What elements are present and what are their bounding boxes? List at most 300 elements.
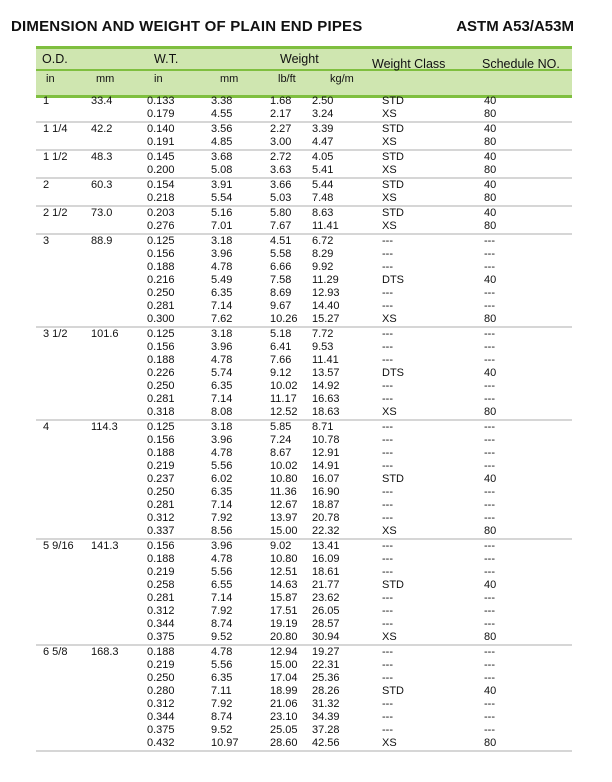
weight-kgm-cell: 25.36 xyxy=(312,672,340,684)
pipe-size-group xyxy=(36,151,572,179)
schedule-cell: --- xyxy=(484,698,495,710)
weight-class-cell: --- xyxy=(382,393,393,405)
weight-kgm-cell: 14.40 xyxy=(312,300,340,312)
pipe-size-group xyxy=(36,123,572,151)
table-row xyxy=(36,207,572,220)
weight-lbft-cell: 10.26 xyxy=(270,313,298,325)
weight-class-cell: STD xyxy=(382,685,404,697)
weight-lbft-cell: 21.06 xyxy=(270,698,298,710)
weight-lbft-cell: 15.00 xyxy=(270,659,298,671)
weight-class-cell: --- xyxy=(382,354,393,366)
weight-lbft-cell: 12.52 xyxy=(270,406,298,418)
weight-class-cell: STD xyxy=(382,579,404,591)
wt-mm-cell: 4.55 xyxy=(211,108,233,120)
weight-class-cell: XS xyxy=(382,525,397,537)
weight-kgm-cell: 5.44 xyxy=(312,179,334,191)
od-in-cell: 1 1/2 xyxy=(43,151,68,163)
weight-kgm-cell: 13.41 xyxy=(312,540,340,552)
weight-kgm-cell: 16.09 xyxy=(312,553,340,565)
wt-mm-cell: 5.56 xyxy=(211,566,233,578)
schedule-cell: --- xyxy=(484,235,495,247)
od-mm-cell: 141.3 xyxy=(91,540,119,552)
weight-class-cell: --- xyxy=(382,447,393,459)
weight-class-cell: XS xyxy=(382,313,397,325)
wt-mm-cell: 7.01 xyxy=(211,220,233,232)
weight-class-cell: STD xyxy=(382,473,404,485)
table-row xyxy=(36,328,572,341)
weight-lbft-cell: 5.58 xyxy=(270,248,292,260)
header-od-in: in xyxy=(46,73,55,85)
wt-mm-cell: 10.97 xyxy=(211,737,239,749)
weight-lbft-cell: 17.04 xyxy=(270,672,298,684)
wt-in-cell: 0.250 xyxy=(147,486,175,498)
wt-in-cell: 0.154 xyxy=(147,179,175,191)
weight-lbft-cell: 6.41 xyxy=(270,341,292,353)
wt-mm-cell: 7.14 xyxy=(211,393,233,405)
pipe-size-group xyxy=(36,328,572,421)
wt-mm-cell: 5.74 xyxy=(211,367,233,379)
table-row xyxy=(36,540,572,553)
weight-kgm-cell: 3.39 xyxy=(312,123,334,135)
weight-kgm-cell: 42.56 xyxy=(312,737,340,749)
wt-in-cell: 0.219 xyxy=(147,460,175,472)
schedule-cell: 80 xyxy=(484,164,497,176)
weight-kgm-cell: 18.61 xyxy=(312,566,340,578)
schedule-cell: --- xyxy=(484,486,495,498)
weight-kgm-cell: 18.63 xyxy=(312,406,340,418)
weight-lbft-cell: 2.72 xyxy=(270,151,292,163)
schedule-cell: --- xyxy=(484,512,495,524)
wt-in-cell: 0.281 xyxy=(147,499,175,511)
table-row xyxy=(36,274,572,287)
wt-mm-cell: 3.38 xyxy=(211,95,233,107)
schedule-cell: --- xyxy=(484,659,495,671)
schedule-cell: --- xyxy=(484,447,495,459)
wt-in-cell: 0.344 xyxy=(147,618,175,630)
wt-in-cell: 0.188 xyxy=(147,261,175,273)
weight-kgm-cell: 14.91 xyxy=(312,460,340,472)
wt-mm-cell: 7.14 xyxy=(211,592,233,604)
od-mm-cell: 88.9 xyxy=(91,235,113,247)
wt-in-cell: 0.276 xyxy=(147,220,175,232)
table-row xyxy=(36,486,572,499)
weight-kgm-cell: 34.39 xyxy=(312,711,340,723)
wt-mm-cell: 7.14 xyxy=(211,300,233,312)
weight-class-cell: --- xyxy=(382,486,393,498)
table-row xyxy=(36,108,572,121)
weight-class-cell: --- xyxy=(382,434,393,446)
weight-class-cell: --- xyxy=(382,287,393,299)
od-mm-cell: 33.4 xyxy=(91,95,113,107)
weight-kgm-cell: 2.50 xyxy=(312,95,334,107)
weight-kgm-cell: 22.31 xyxy=(312,659,340,671)
weight-lbft-cell: 10.80 xyxy=(270,553,298,565)
od-in-cell: 3 1/2 xyxy=(43,328,68,340)
wt-in-cell: 0.125 xyxy=(147,328,175,340)
wt-mm-cell: 4.78 xyxy=(211,261,233,273)
schedule-cell: --- xyxy=(484,287,495,299)
od-mm-cell: 48.3 xyxy=(91,151,113,163)
table-row xyxy=(36,512,572,525)
standard-label: ASTM A53/A53M xyxy=(456,18,574,35)
weight-kgm-cell: 16.07 xyxy=(312,473,340,485)
wt-mm-cell: 9.52 xyxy=(211,724,233,736)
weight-kgm-cell: 5.41 xyxy=(312,164,334,176)
wt-in-cell: 0.179 xyxy=(147,108,175,120)
weight-class-cell: --- xyxy=(382,328,393,340)
weight-class-cell: DTS xyxy=(382,367,404,379)
weight-kgm-cell: 19.27 xyxy=(312,646,340,658)
weight-class-cell: --- xyxy=(382,300,393,312)
weight-lbft-cell: 3.00 xyxy=(270,136,292,148)
od-in-cell: 3 xyxy=(43,235,50,247)
weight-kgm-cell: 20.78 xyxy=(312,512,340,524)
weight-lbft-cell: 5.80 xyxy=(270,207,292,219)
od-mm-cell: 73.0 xyxy=(91,207,113,219)
wt-in-cell: 0.218 xyxy=(147,192,175,204)
weight-kgm-cell: 11.29 xyxy=(312,274,339,286)
weight-lbft-cell: 10.80 xyxy=(270,473,298,485)
weight-class-cell: --- xyxy=(382,499,393,511)
weight-class-cell: DTS xyxy=(382,274,404,286)
wt-in-cell: 0.188 xyxy=(147,553,175,565)
od-mm-cell: 101.6 xyxy=(91,328,119,340)
weight-class-cell: XS xyxy=(382,737,397,749)
wt-mm-cell: 8.56 xyxy=(211,525,233,537)
schedule-cell: 80 xyxy=(484,192,497,204)
table-row xyxy=(36,566,572,579)
schedule-cell: --- xyxy=(484,460,495,472)
schedule-cell: 40 xyxy=(484,685,497,697)
table-row xyxy=(36,261,572,274)
weight-kgm-cell: 28.26 xyxy=(312,685,340,697)
weight-lbft-cell: 8.67 xyxy=(270,447,292,459)
wt-in-cell: 0.188 xyxy=(147,354,175,366)
wt-mm-cell: 3.18 xyxy=(211,235,233,247)
weight-lbft-cell: 9.67 xyxy=(270,300,292,312)
weight-class-cell: --- xyxy=(382,421,393,433)
table-row xyxy=(36,421,572,434)
wt-in-cell: 0.156 xyxy=(147,341,175,353)
wt-mm-cell: 6.55 xyxy=(211,579,233,591)
wt-mm-cell: 5.49 xyxy=(211,274,233,286)
header-weight: Weight xyxy=(280,52,319,66)
wt-mm-cell: 7.14 xyxy=(211,499,233,511)
schedule-cell: 40 xyxy=(484,473,497,485)
wt-in-cell: 0.312 xyxy=(147,512,175,524)
schedule-cell: 80 xyxy=(484,108,497,120)
table-row xyxy=(36,248,572,261)
od-in-cell: 2 xyxy=(43,179,50,191)
wt-mm-cell: 6.35 xyxy=(211,380,233,392)
schedule-cell: 40 xyxy=(484,207,497,219)
weight-lbft-cell: 25.05 xyxy=(270,724,298,736)
wt-in-cell: 0.375 xyxy=(147,724,175,736)
wt-mm-cell: 7.92 xyxy=(211,512,233,524)
weight-kgm-cell: 22.32 xyxy=(312,525,340,537)
weight-kgm-cell: 18.87 xyxy=(312,499,340,511)
table-row xyxy=(36,123,572,136)
page-title: DIMENSION AND WEIGHT OF PLAIN END PIPES xyxy=(11,18,363,35)
weight-class-cell: --- xyxy=(382,592,393,604)
weight-kgm-cell: 6.72 xyxy=(312,235,334,247)
weight-kgm-cell: 9.53 xyxy=(312,341,334,353)
weight-lbft-cell: 8.69 xyxy=(270,287,292,299)
weight-lbft-cell: 28.60 xyxy=(270,737,298,749)
pipe-size-group xyxy=(36,646,572,752)
weight-kgm-cell: 7.48 xyxy=(312,192,334,204)
weight-class-cell: STD xyxy=(382,123,404,135)
wt-mm-cell: 5.56 xyxy=(211,659,233,671)
weight-class-cell: --- xyxy=(382,605,393,617)
header-wt: W.T. xyxy=(154,52,179,66)
wt-mm-cell: 3.56 xyxy=(211,123,233,135)
schedule-cell: 80 xyxy=(484,737,497,749)
wt-mm-cell: 5.08 xyxy=(211,164,233,176)
weight-lbft-cell: 17.51 xyxy=(270,605,298,617)
weight-kgm-cell: 14.92 xyxy=(312,380,340,392)
schedule-cell: --- xyxy=(484,711,495,723)
wt-in-cell: 0.318 xyxy=(147,406,175,418)
schedule-cell: --- xyxy=(484,618,495,630)
weight-lbft-cell: 9.12 xyxy=(270,367,292,379)
table-row xyxy=(36,151,572,164)
weight-lbft-cell: 18.99 xyxy=(270,685,298,697)
header-weight-class: Weight Class xyxy=(372,57,446,71)
weight-lbft-cell: 5.03 xyxy=(270,192,292,204)
weight-class-cell: STD xyxy=(382,179,404,191)
schedule-cell: --- xyxy=(484,354,495,366)
wt-in-cell: 0.375 xyxy=(147,631,175,643)
schedule-cell: --- xyxy=(484,646,495,658)
wt-mm-cell: 6.35 xyxy=(211,486,233,498)
weight-kgm-cell: 12.91 xyxy=(312,447,340,459)
wt-mm-cell: 8.74 xyxy=(211,618,233,630)
weight-lbft-cell: 12.94 xyxy=(270,646,298,658)
weight-class-cell: --- xyxy=(382,512,393,524)
od-in-cell: 1 xyxy=(43,95,50,107)
pipe-size-group xyxy=(36,207,572,235)
weight-kgm-cell: 15.27 xyxy=(312,313,340,325)
wt-in-cell: 0.219 xyxy=(147,566,175,578)
schedule-cell: --- xyxy=(484,592,495,604)
table-row xyxy=(36,192,572,205)
wt-mm-cell: 8.74 xyxy=(211,711,233,723)
wt-mm-cell: 3.96 xyxy=(211,540,233,552)
table-row xyxy=(36,672,572,685)
weight-lbft-cell: 12.67 xyxy=(270,499,298,511)
table-row xyxy=(36,646,572,659)
weight-class-cell: --- xyxy=(382,460,393,472)
wt-in-cell: 0.133 xyxy=(147,95,175,107)
table-row xyxy=(36,313,572,326)
weight-lbft-cell: 9.02 xyxy=(270,540,292,552)
wt-in-cell: 0.226 xyxy=(147,367,175,379)
wt-mm-cell: 4.78 xyxy=(211,646,233,658)
wt-in-cell: 0.281 xyxy=(147,300,175,312)
od-in-cell: 1 1/4 xyxy=(43,123,68,135)
schedule-cell: --- xyxy=(484,605,495,617)
weight-class-cell: --- xyxy=(382,553,393,565)
header-od-mm: mm xyxy=(96,73,115,85)
weight-lbft-cell: 1.68 xyxy=(270,95,292,107)
wt-in-cell: 0.337 xyxy=(147,525,175,537)
table-row xyxy=(36,659,572,672)
weight-kgm-cell: 3.24 xyxy=(312,108,334,120)
weight-lbft-cell: 15.00 xyxy=(270,525,298,537)
wt-in-cell: 0.312 xyxy=(147,605,175,617)
schedule-cell: --- xyxy=(484,672,495,684)
table-row xyxy=(36,698,572,711)
wt-mm-cell: 9.52 xyxy=(211,631,233,643)
wt-in-cell: 0.145 xyxy=(147,151,175,163)
weight-lbft-cell: 6.66 xyxy=(270,261,292,273)
table-row xyxy=(36,447,572,460)
schedule-cell: --- xyxy=(484,421,495,433)
weight-lbft-cell: 11.17 xyxy=(270,393,297,405)
weight-lbft-cell: 3.63 xyxy=(270,164,292,176)
wt-in-cell: 0.250 xyxy=(147,287,175,299)
weight-class-cell: XS xyxy=(382,192,397,204)
table-row xyxy=(36,473,572,486)
schedule-cell: --- xyxy=(484,328,495,340)
weight-class-cell: --- xyxy=(382,380,393,392)
schedule-cell: 80 xyxy=(484,406,497,418)
weight-class-cell: --- xyxy=(382,672,393,684)
schedule-cell: 40 xyxy=(484,123,497,135)
wt-mm-cell: 7.92 xyxy=(211,605,233,617)
weight-kgm-cell: 26.05 xyxy=(312,605,340,617)
table-body xyxy=(36,95,572,752)
weight-class-cell: --- xyxy=(382,248,393,260)
od-in-cell: 5 9/16 xyxy=(43,540,74,552)
wt-in-cell: 0.156 xyxy=(147,248,175,260)
schedule-cell: --- xyxy=(484,261,495,273)
od-in-cell: 4 xyxy=(43,421,50,433)
weight-kgm-cell: 11.41 xyxy=(312,220,339,232)
weight-lbft-cell: 7.58 xyxy=(270,274,292,286)
weight-class-cell: XS xyxy=(382,631,397,643)
table-row xyxy=(36,95,572,108)
wt-in-cell: 0.219 xyxy=(147,659,175,671)
wt-mm-cell: 4.78 xyxy=(211,553,233,565)
weight-class-cell: --- xyxy=(382,566,393,578)
weight-kgm-cell: 8.71 xyxy=(312,421,334,433)
schedule-cell: --- xyxy=(484,248,495,260)
od-mm-cell: 42.2 xyxy=(91,123,113,135)
header-schedule: Schedule NO. xyxy=(482,57,560,71)
wt-mm-cell: 4.78 xyxy=(211,447,233,459)
wt-in-cell: 0.156 xyxy=(147,540,175,552)
schedule-cell: 80 xyxy=(484,525,497,537)
weight-kgm-cell: 12.93 xyxy=(312,287,340,299)
pipe-size-group xyxy=(36,95,572,123)
schedule-cell: 80 xyxy=(484,220,497,232)
wt-in-cell: 0.237 xyxy=(147,473,175,485)
schedule-cell: --- xyxy=(484,300,495,312)
table-row xyxy=(36,618,572,631)
table-row xyxy=(36,300,572,313)
weight-class-cell: --- xyxy=(382,235,393,247)
wt-in-cell: 0.344 xyxy=(147,711,175,723)
wt-mm-cell: 6.35 xyxy=(211,287,233,299)
wt-in-cell: 0.216 xyxy=(147,274,175,286)
schedule-cell: 80 xyxy=(484,313,497,325)
table-row xyxy=(36,341,572,354)
table-row xyxy=(36,164,572,177)
wt-mm-cell: 6.35 xyxy=(211,672,233,684)
wt-in-cell: 0.156 xyxy=(147,434,175,446)
schedule-cell: --- xyxy=(484,499,495,511)
table-row xyxy=(36,711,572,724)
wt-mm-cell: 3.96 xyxy=(211,434,233,446)
schedule-cell: 40 xyxy=(484,367,497,379)
weight-class-cell: XS xyxy=(382,108,397,120)
wt-mm-cell: 4.78 xyxy=(211,354,233,366)
weight-lbft-cell: 20.80 xyxy=(270,631,298,643)
table-row xyxy=(36,393,572,406)
weight-lbft-cell: 7.66 xyxy=(270,354,292,366)
table-row xyxy=(36,525,572,538)
schedule-cell: --- xyxy=(484,724,495,736)
wt-in-cell: 0.281 xyxy=(147,592,175,604)
wt-in-cell: 0.300 xyxy=(147,313,175,325)
table-row xyxy=(36,406,572,419)
table-row xyxy=(36,553,572,566)
weight-kgm-cell: 13.57 xyxy=(312,367,340,379)
table-row xyxy=(36,631,572,644)
wt-mm-cell: 5.16 xyxy=(211,207,233,219)
wt-mm-cell: 3.96 xyxy=(211,248,233,260)
wt-in-cell: 0.281 xyxy=(147,393,175,405)
weight-kgm-cell: 10.78 xyxy=(312,434,340,446)
wt-mm-cell: 3.96 xyxy=(211,341,233,353)
weight-class-cell: --- xyxy=(382,540,393,552)
weight-lbft-cell: 7.67 xyxy=(270,220,292,232)
wt-in-cell: 0.432 xyxy=(147,737,175,749)
wt-in-cell: 0.191 xyxy=(147,136,175,148)
weight-lbft-cell: 10.02 xyxy=(270,380,298,392)
weight-lbft-cell: 23.10 xyxy=(270,711,298,723)
header-weight-kgm: kg/m xyxy=(330,73,354,85)
weight-lbft-cell: 5.85 xyxy=(270,421,292,433)
weight-class-cell: --- xyxy=(382,341,393,353)
wt-mm-cell: 5.54 xyxy=(211,192,233,204)
table-row xyxy=(36,499,572,512)
weight-lbft-cell: 11.36 xyxy=(270,486,297,498)
weight-lbft-cell: 2.27 xyxy=(270,123,292,135)
weight-class-cell: XS xyxy=(382,406,397,418)
weight-class-cell: XS xyxy=(382,164,397,176)
weight-kgm-cell: 21.77 xyxy=(312,579,340,591)
weight-kgm-cell: 28.57 xyxy=(312,618,340,630)
table-row xyxy=(36,724,572,737)
wt-mm-cell: 3.18 xyxy=(211,421,233,433)
table-row xyxy=(36,179,572,192)
schedule-cell: --- xyxy=(484,540,495,552)
wt-in-cell: 0.200 xyxy=(147,164,175,176)
weight-lbft-cell: 19.19 xyxy=(270,618,298,630)
od-in-cell: 6 5/8 xyxy=(43,646,68,658)
table-row xyxy=(36,460,572,473)
schedule-cell: 80 xyxy=(484,631,497,643)
weight-kgm-cell: 30.94 xyxy=(312,631,340,643)
wt-mm-cell: 7.62 xyxy=(211,313,233,325)
wt-mm-cell: 4.85 xyxy=(211,136,233,148)
weight-class-cell: XS xyxy=(382,220,397,232)
wt-mm-cell: 7.11 xyxy=(211,685,232,697)
od-mm-cell: 168.3 xyxy=(91,646,119,658)
